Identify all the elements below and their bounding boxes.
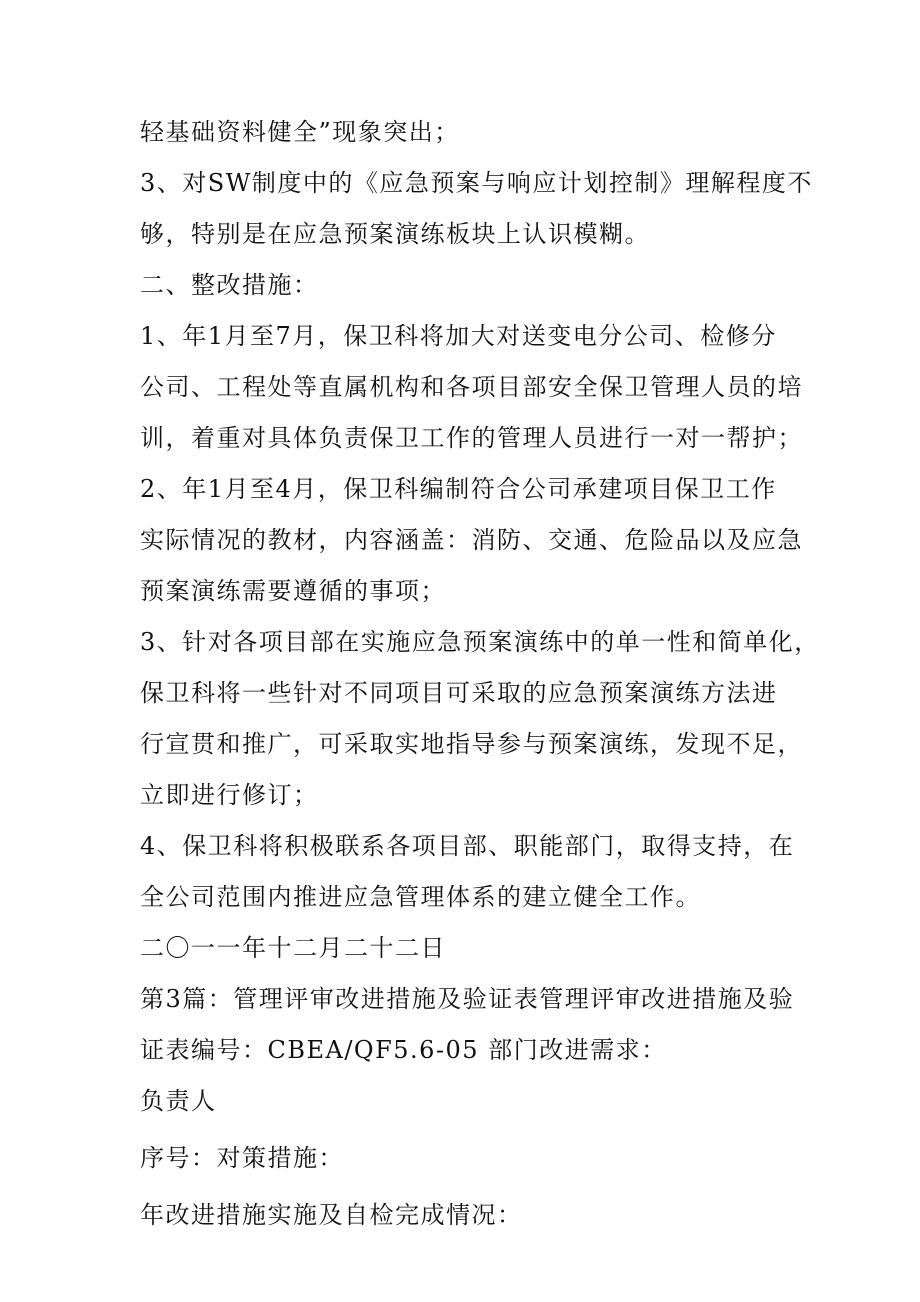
section-heading: 二、整改措施： [140, 271, 319, 299]
text-line: 行宣贯和推广，可采取实地指导参与预案演练，发现不足， [140, 730, 803, 758]
text-line: 公司、工程处等直属机构和各项目部安全保卫管理人员的培 [140, 373, 803, 401]
text-line: 年改进措施实施及自检完成情况： [140, 1201, 523, 1229]
text-line: 证表编号：CBEA/QF5.6-05 部门改进需求： [140, 1036, 667, 1064]
text-line: 3、针对各项目部在实施应急预案演练中的单一性和简单化， [140, 628, 820, 656]
text-line: 轻基础资料健全”现象突出； [140, 118, 460, 146]
text-line: 2、年1月至4月，保卫科编制符合公司承建项目保卫工作 [140, 475, 777, 503]
document-body [140, 107, 820, 1241]
text-line: 序号：对策措施： [140, 1144, 344, 1172]
text-line: 1、年1月至7月，保卫科将加大对送变电分公司、检修分 [140, 322, 777, 350]
text-line: 够，特别是在应急预案演练板块上认识模糊。 [140, 220, 650, 248]
text-line: 训，着重对具体负责保卫工作的管理人员进行一对一帮护； [140, 424, 803, 452]
date-line: 二〇一一年十二月二十二日 [140, 934, 446, 962]
text-line: 3、对SW制度中的《应急预案与响应计划控制》理解程度不 [140, 169, 813, 197]
text-line: 全公司范围内推进应急管理体系的建立健全工作。 [140, 883, 701, 911]
text-line: 4、保卫科将积极联系各项目部、职能部门，取得支持，在 [140, 832, 795, 860]
text-line: 立即进行修订； [140, 781, 319, 809]
text-line: 预案演练需要遵循的事项； [140, 577, 446, 605]
text-line: 负责人 [140, 1087, 217, 1115]
text-line: 保卫科将一些针对不同项目可采取的应急预案演练方法进 [140, 679, 778, 707]
text-line: 第3篇：管理评审改进措施及验证表管理评审改进措施及验 [140, 985, 795, 1013]
text-line: 实际情况的教材，内容涵盖：消防、交通、危险品以及应急 [140, 526, 803, 554]
